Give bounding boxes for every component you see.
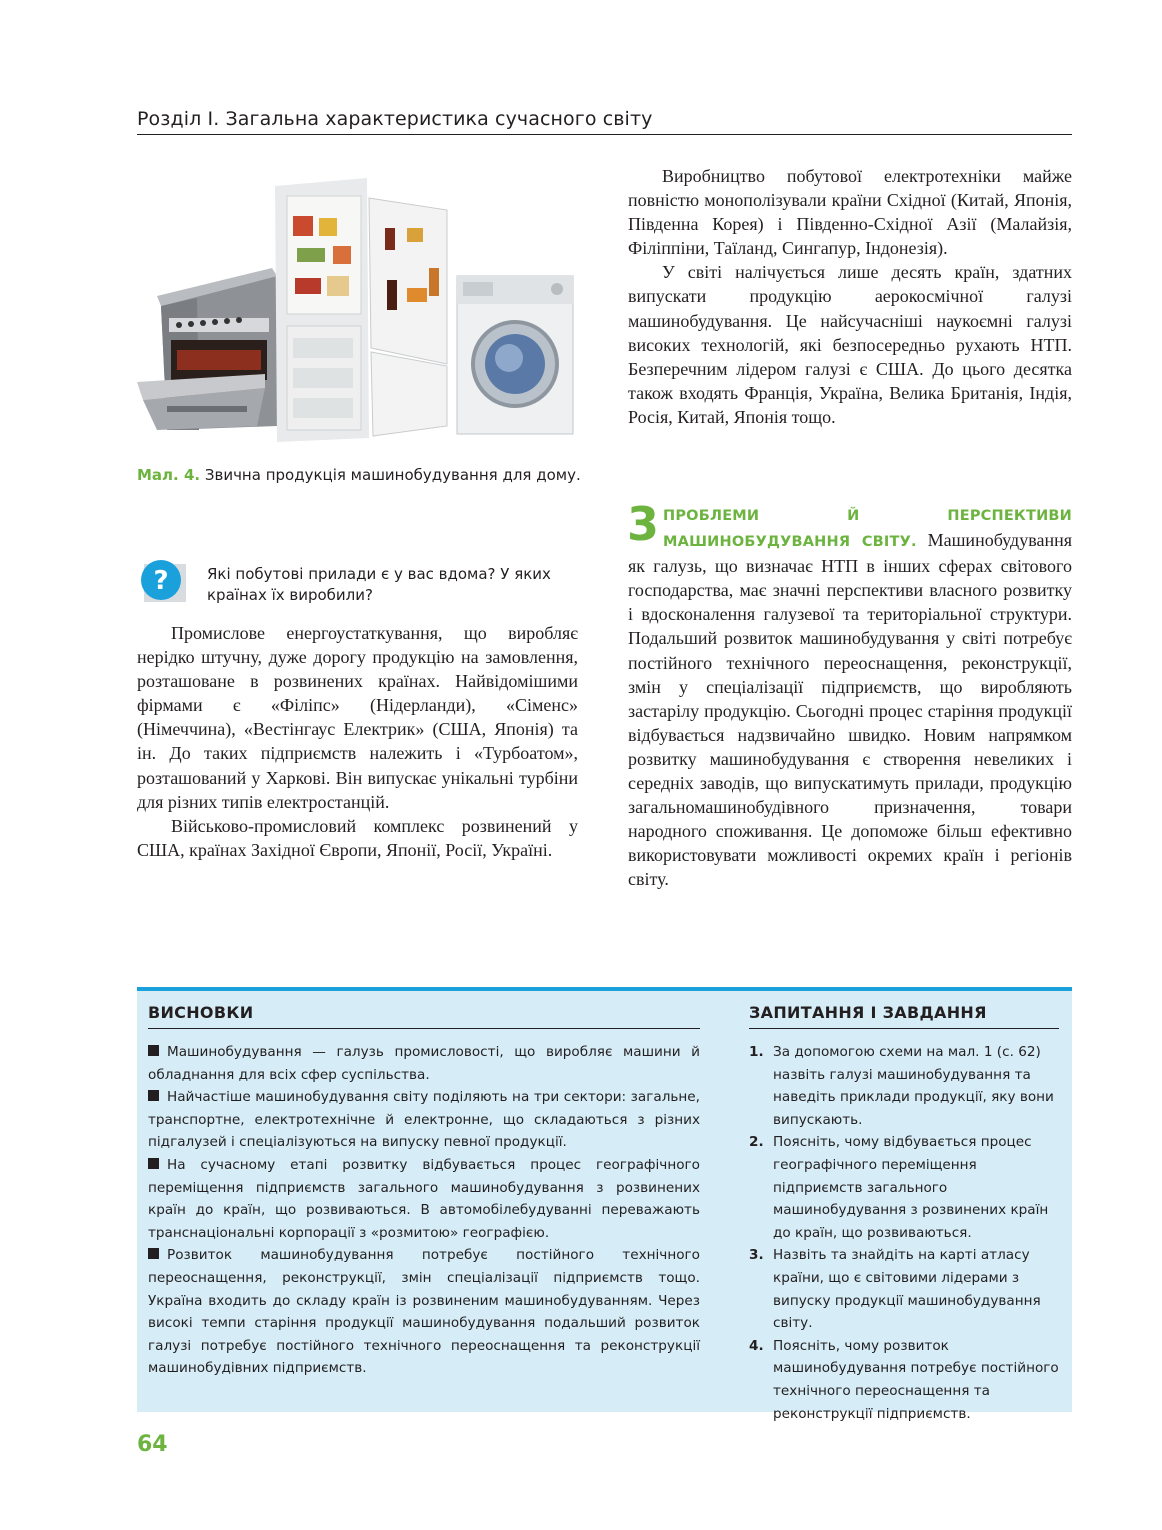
divider — [148, 1028, 700, 1029]
task-item: 3. Назвіть та знайдіть на карті атласу країни, що є світовими лідерами з випуску продукції машинобудування світу. — [749, 1247, 1041, 1332]
header-rule — [137, 134, 1072, 135]
list-item: Найчастіше машинобудування світу поділяють на три сектори: загальне, транспортне, електротехнічне й електронне, що складаються з різних підгалузей і спеціалізуються на випуску певної продукції. — [148, 1089, 700, 1151]
appliances-photo — [137, 168, 577, 456]
tasks-block — [749, 1003, 1059, 1425]
tasks-title: ЗАПИТАННЯ І ЗАВДАННЯ — [749, 1003, 987, 1022]
task-item: 2. Поясніть, чому відбувається процес географічного переміщення підприємств загального машинобудування з розвинених країн до країн, що розвиваються. — [749, 1134, 1049, 1241]
list-item: На сучасному етапі розвитку відбувається процес географічного переміщення підприємств загального машинобудування з розвинених країн до країн, що розвиваються. В автомобілебудуванні переважають транснаціональні корпорації з «розмитою» географією. — [148, 1156, 700, 1241]
paragraph: Військово-промисловий комплекс розвинений у США, країнах Західної Європи, Японії, Росії, Україні. — [137, 815, 578, 860]
task-item: 4. Поясніть, чому розвиток машинобудування потребує постійного технічного переоснащення та реконструкції підприємств. — [749, 1337, 1059, 1422]
svg-text:?: ? — [153, 566, 169, 596]
chapter-title: Розділ І. Загальна характеристика сучасного світу — [137, 108, 653, 130]
section-number: 3 — [627, 497, 660, 551]
tasks-list — [749, 1041, 1059, 1425]
square-bullet-icon — [148, 1090, 159, 1101]
square-bullet-icon — [148, 1248, 159, 1259]
figure-caption — [137, 466, 581, 484]
list-item: Розвиток машинобудування потребує постійного технічного переоснащення, реконструкції, змін спеціалізації підприємств тощо. Україна входить до складу країн із розвиненим машинобудуванням. Через високі темпи старіння продукції машинобудування подальший розвиток галузі потребує постійного технічного переоснащення та реконструкції машинобудівних підприємств. — [148, 1247, 700, 1377]
section-heading: ПРОБЛЕМИ Й ПЕРСПЕКТИВИ МАШИНОБУДУВАННЯ СВІТУ. — [663, 508, 1072, 551]
paragraph: Промислове енергоустаткування, що виробляє нерідко штучну, дуже дорогу продукцію на замовлення, розташоване в розвинених країнах. Найвідомішими фірмами є «Філіпс» (Нідерланди), «Сіменс» (Німеччина), «Вестінгаус Електрик» (США, Японія) та ін. До таких підприємств належить і «Турбоатом», розташований у Харкові. Він випускає унікальні турбіни для різних типів електростанцій. — [137, 623, 578, 812]
list-item: Машинобудування — галузь промисловості, що виробляє машини й обладнання для всіх сфер суспільства. — [148, 1044, 700, 1083]
conclusions-list — [148, 1041, 700, 1380]
left-column — [137, 621, 578, 862]
right-column — [628, 164, 1072, 429]
washing-machine-image — [457, 276, 573, 434]
figure-caption-label: Мал. 4. — [137, 466, 201, 484]
summary-panel — [137, 987, 1072, 1422]
square-bullet-icon — [148, 1158, 159, 1169]
question-text: Які побутові прилади є у вас вдома? У яких країнах їх виробили? — [207, 565, 551, 604]
conclusions-block — [148, 1003, 700, 1380]
divider — [749, 1028, 1059, 1029]
section-text: Машинобудування як галузь, що визначає НТП в інших сферах світового господарства, має значні перспективи власного розвитку і вдосконалення галузевої та територіальної структури. Подальший розвиток машинобудування у світі потребує постійного технічного переоснащення, реконструкції, змін у спеціалізації підприємств, що виробляють застарілу продукцію. Сьогодні процес старіння продукції відбувається надзвичайно швидко. Новим напрямком розвитку машинобудування є створення невеликих і середніх заводів, що випускатимуть прилади, продукцію загальномашинобудівного призначення, товари народного споживання. Це допоможе більш ефективно використовувати можливості окремих країн і регіонів світу. — [628, 530, 1072, 890]
conclusions-title: ВИСНОВКИ — [148, 1003, 254, 1022]
fridge-image — [275, 178, 447, 442]
square-bullet-icon — [148, 1045, 159, 1056]
figure-caption-text: Звична продукція машинобудування для дому. — [200, 466, 581, 484]
paragraph: Виробництво побутової електротехніки майже повністю монополізували країни Східної (Китай, Японія, Південна Корея) і Південно-Східної Азії (Малайзія, Філіппіни, Таїланд, Сингапур, Індонезія). — [628, 166, 1072, 259]
question-icon — [139, 560, 187, 602]
question-box — [137, 560, 578, 610]
paragraph: У світі налічується лише десять країн, здатних випускати продукцію аерокосмічної галузі машинобудування. Це найсучасніші наукоємні галузі високих технологій, які безпосередньо рухають НТП. Безперечним лідером галузі є США. До цього десятка також входять Франція, Україна, Велика Британія, Індія, Росія, Китай, Японія тощо. — [628, 262, 1072, 427]
stove-image — [137, 268, 277, 430]
page-number: 64 — [137, 1432, 168, 1457]
section-3 — [627, 497, 1072, 892]
task-item: 1. За допомогою схеми на мал. 1 (с. 62) назвіть галузі машинобудування та наведіть приклади продукції, яку вони випускають. — [749, 1044, 1054, 1128]
